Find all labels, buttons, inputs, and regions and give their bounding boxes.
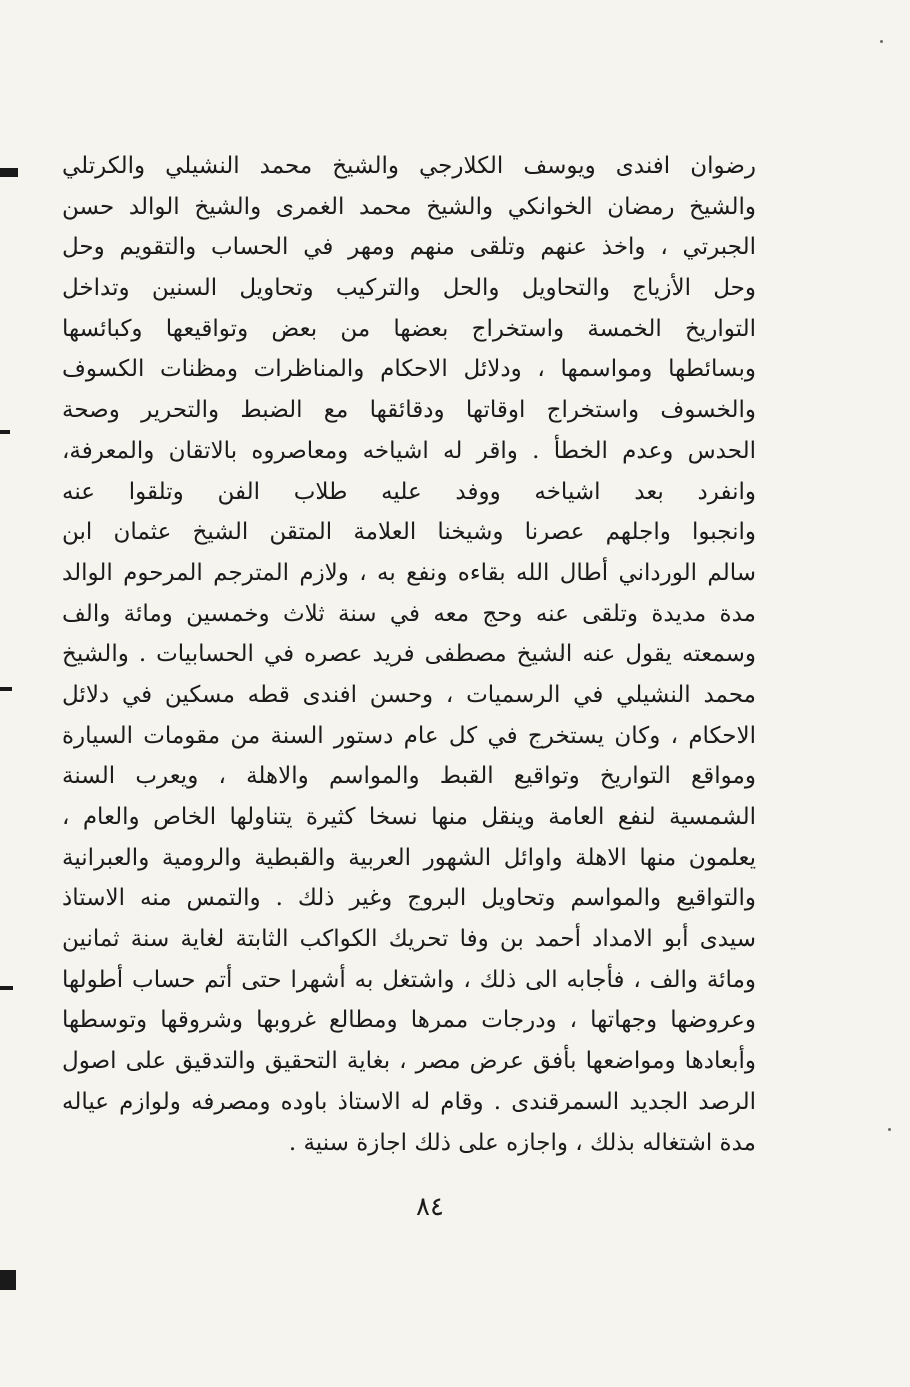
text-line: والخسوف واستخراج اوقاتها ودقائقها مع الضبط والتحرير وصحة (62, 397, 756, 424)
text-line: يعلمون منها الاهلة واوائل الشهور العربية والقبطية والرومية والعبرانية (62, 844, 756, 871)
body-text (62, 146, 756, 1163)
page-edge-mark (0, 430, 10, 434)
text-line: الاحكام ، وكان يستخرج في كل عام دستور السنة من مقومات السيارة (62, 722, 756, 749)
text-line: وانجبوا واجلهم عصرنا وشيخنا العلامة المتقن الشيخ عثمان ابن (62, 519, 756, 546)
page-edge-mark (0, 687, 12, 691)
page-edge-mark (0, 986, 13, 990)
page-edge-mark (0, 1270, 16, 1290)
text-line: مدة مديدة وتلقى عنه وحج معه في سنة ثلاث وخمسين ومائة والف (62, 600, 756, 627)
text-line: الجبرتي ، واخذ عنهم وتلقى منهم ومهر في الحساب والتقويم وحل (62, 234, 756, 261)
text-line: وسمعته يقول عنه الشيخ مصطفى فريد عصره في الحسابيات . والشيخ (62, 641, 756, 668)
text-line: ومائة والف ، فأجابه الى ذلك ، واشتغل به أشهرا حتى أتم حساب أطولها (62, 966, 756, 993)
paper-speck (880, 40, 883, 43)
text-line: الرصد الجديد السمرقندى . وقام له الاستاذ باوده ومصرفه ولوازم عياله (62, 1088, 756, 1115)
text-line: وبسائطها ومواسمها ، ودلائل الاحكام والمناظرات ومظنات الكسوف (62, 356, 756, 383)
text-line: والشيخ رمضان الخوانكي والشيخ محمد الغمرى والشيخ الوالد حسن (62, 193, 756, 220)
text-line: مدة اشتغاله بذلك ، واجازه على ذلك اجازة سنية . (288, 1129, 756, 1156)
text-line: والتواقيع والمواسم وتحاويل البروج وغير ذلك . والتمس منه الاستاذ (62, 885, 756, 912)
text-line: رضوان افندى ويوسف الكلارجي والشيخ محمد النشيلي والكرتلي (62, 153, 756, 179)
text-line: ومواقع التواريخ وتواقيع القبط والمواسم والاهلة ، ويعرب السنة (62, 763, 756, 790)
text-line: التواريخ الخمسة واستخراج بعضها من بعض وتواقيعها وكبائسها (62, 315, 756, 342)
page-number: ٨٤ (416, 1192, 444, 1222)
text-line: وأبعادها ومواضعها بأفق عرض مصر ، بغاية التحقيق والتدقيق على اصول (62, 1048, 756, 1075)
text-line: وعروضها وجهاتها ، ودرجات ممرها ومطالع غروبها وشروقها وتوسطها (62, 1007, 756, 1034)
text-line: الحدس وعدم الخطأ . واقر له اشياخه ومعاصروه بالاتقان والمعرفة، (62, 437, 756, 464)
text-line: وانفرد بعد اشياخه ووفد عليه طلاب الفن وتلقوا عنه (62, 478, 756, 505)
paper-speck (888, 1128, 891, 1131)
page-edge-mark (0, 168, 18, 177)
text-line: وحل الأزياج والتحاويل والحل والتركيب وتحاويل السنين وتداخل (62, 275, 756, 302)
text-line: الشمسية لنفع العامة وينقل منها نسخا كثيرة يتناولها الخاص والعام ، (62, 804, 756, 830)
text-line: محمد النشيلي في الرسميات ، وحسن افندى قطه مسكين في دلائل (62, 681, 756, 708)
text-line: سالم الورداني أطال الله بقاءه ونفع به ، ولازم المترجم المرحوم الوالد (62, 559, 756, 586)
text-line: سيدى أبو الامداد أحمد بن وفا تحريك الكواكب الثابتة لغاية سنة ثمانين (62, 926, 756, 953)
